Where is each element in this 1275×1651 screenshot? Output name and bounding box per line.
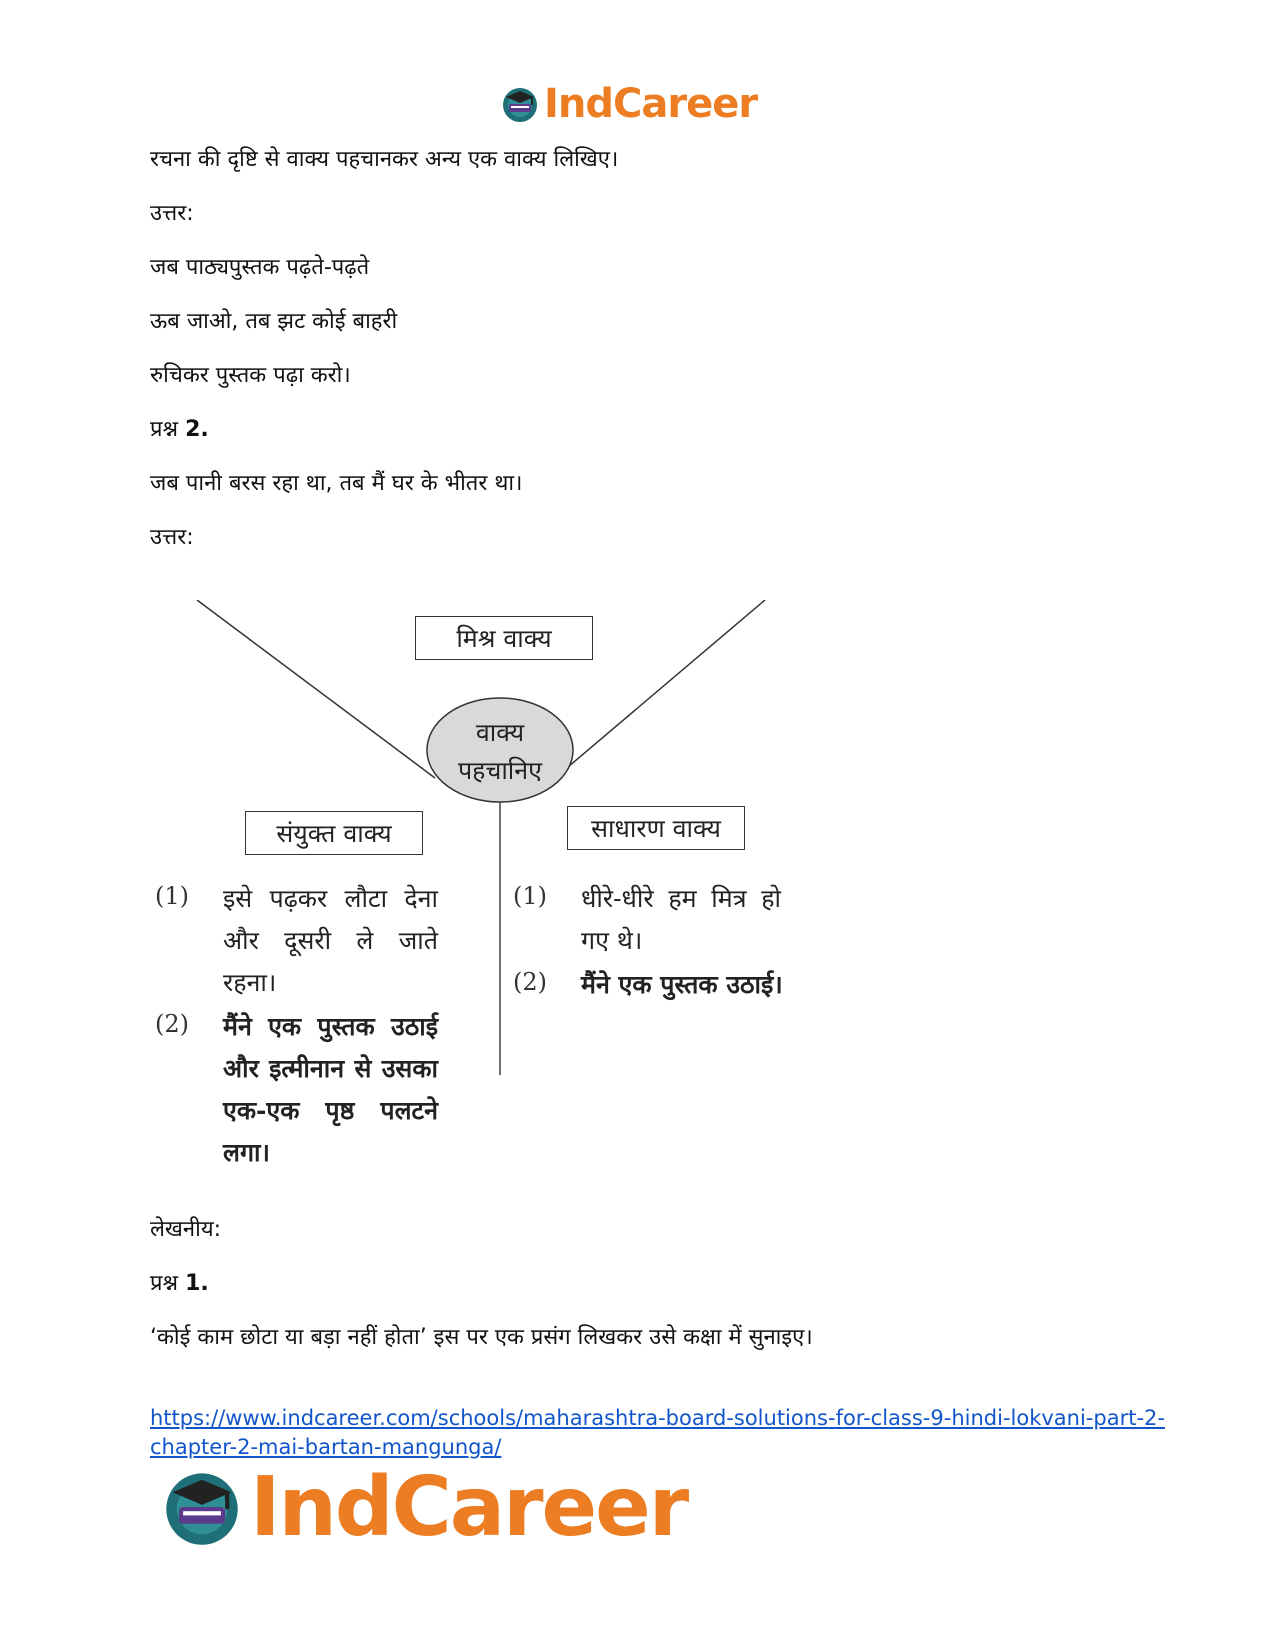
- answer-label-2: उत्तर:: [150, 525, 194, 550]
- footer-logo: [160, 1459, 688, 1555]
- header-logo-text: IndCareer: [544, 81, 758, 127]
- question-1-text: ‘कोई काम छोटा या बड़ा नहीं होता’ इस पर एक प्रसंग लिखकर उसे कक्षा में सुनाइए।: [150, 1325, 813, 1350]
- instruction-text: रचना की दृष्टि से वाक्य पहचानकर अन्य एक वाक्य लिखिए।: [150, 147, 619, 172]
- graduation-cap-book-globe-icon: [500, 84, 540, 124]
- center-label-line-2: पहचानिए: [457, 756, 542, 785]
- left-item-1-text: इसे पढ़कर लौटा देना और दूसरी ले जाते रहना।: [223, 884, 438, 997]
- simple-sentence-box: साधारण वाक्य: [567, 806, 745, 850]
- sentence-type-diagram: [155, 600, 795, 1195]
- source-link[interactable]: [150, 1404, 1165, 1462]
- right-item-2-number: (2): [513, 968, 547, 996]
- question-1-heading: [150, 1270, 209, 1298]
- center-label-line-1: वाक्य: [475, 718, 525, 747]
- writing-section-label: लेखनीय:: [150, 1217, 221, 1242]
- left-item-2-text: मैंने एक पुस्तक उठाई और इत्मीनान से उसका एक-एक पृष्ठ पलटने लगा।: [223, 1012, 438, 1167]
- question-1-label: प्रश्न: [150, 1271, 179, 1296]
- question-2-number: 2.: [185, 417, 209, 442]
- left-item-2-number: (2): [155, 1010, 189, 1038]
- answer-line-1: जब पाठ्यपुस्तक पढ़ते-पढ़ते: [150, 255, 370, 280]
- graduation-cap-book-globe-icon: [160, 1465, 244, 1549]
- compound-sentence-box: संयुक्त वाक्य: [245, 811, 423, 855]
- question-2-heading: [150, 416, 209, 444]
- answer-label: उत्तर:: [150, 201, 194, 226]
- center-label: [427, 714, 573, 790]
- complex-sentence-box: मिश्र वाक्य: [415, 616, 593, 660]
- right-item-2-text: मैंने एक पुस्तक उठाई।: [581, 970, 783, 999]
- left-item-1-number: (1): [155, 882, 189, 910]
- right-item-1-number: (1): [513, 882, 547, 910]
- header-logo: [500, 78, 757, 130]
- question-2-text: जब पानी बरस रहा था, तब मैं घर के भीतर था।: [150, 471, 523, 496]
- answer-line-3: रुचिकर पुस्तक पढ़ा करो।: [150, 363, 351, 388]
- source-link-line-2[interactable]: chapter-2-mai-bartan-mangunga/: [150, 1435, 502, 1459]
- source-link-line-1[interactable]: https://www.indcareer.com/schools/maharashtra-board-solutions-for-class-9-hindi-lokvani-part-2-: [150, 1406, 1165, 1430]
- question-2-label: प्रश्न: [150, 417, 179, 442]
- answer-line-2: ऊब जाओ, तब झट कोई बाहरी: [150, 309, 398, 334]
- right-item-1-text: धीरे-धीरे हम मित्र हो गए थे।: [581, 884, 781, 955]
- question-1-number: 1.: [185, 1271, 209, 1296]
- footer-logo-text: IndCareer: [250, 1459, 688, 1555]
